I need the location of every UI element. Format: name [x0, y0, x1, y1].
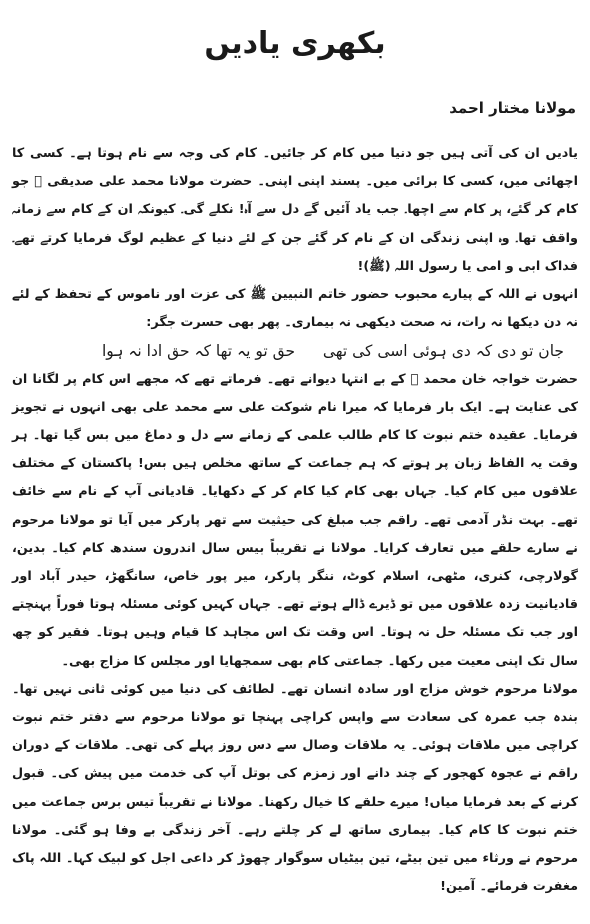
article-title: بکھری یادیں	[204, 26, 386, 61]
article-body	[12, 140, 578, 901]
verse-line-2: حق تو یہ تھا کہ حق ادا نہ ہوا	[102, 342, 296, 361]
verse-line-1: جان تو دی کہ دی ہوئی اسی کی تھی	[322, 342, 564, 361]
paragraph-4: مولانا مرحوم خوش مزاج اور سادہ انسان تھے۔ لطائف کی دنیا میں کوئی ثانی نہیں تھا۔ بندہ جب عمرہ کی سعادت سے واپس کراچی پہنچا تو مولانا مرحوم سے دفتر ختم نبوت کراچی میں ملاقات ہوئی۔ یہ ملاقات وصال سے دس روز پہلے کی تھی۔ ملاقات کے دوران راقم نے عجوہ کھجور کے چند دانے اور زمزم کی بوتل آپ کی خدمت میں پیش کی۔ قبول کرنے کے بعد فرمایا میاں! میرے حلقے کا خیال رکھنا۔ مولانا نے تقریباً تیس برس جماعت میں ختم نبوت کا کام کیا۔ بیماری ساتھ لے کر چلتے رہے۔ آخر زندگی بے وفا ہو گئی۔ مولانا مرحوم نے ورثاء میں تین بیٹے، تین بیٹیاں سوگوار چھوڑ کر داعی اجل کو لبیک کہا۔ اللہ پاک مغفرت فرمائے۔ آمین!	[12, 681, 578, 895]
paragraph-3: حضرت خواجہ خان محمد ﷫ کے بے انتہا دیوانے تھے۔ فرماتے تھے کہ مجھے اس کام پر لگانا ان کی عنایت ہے۔ ایک بار فرمایا کہ میرا نام شوکت علی سے محمد علی بھی انہوں نے تجویز فرمایا۔ عقیدہ ختم نبوت کا کام طالب علمی کے زمانے سے دل و دماغ میں بس گیا تھا۔ ہر وقت یہ الفاظ زبان پر ہوتے کہ ہم جماعت کے ساتھ مخلص ہیں بس! پاکستان کے مختلف علاقوں میں کام کیا۔ جہاں بھی کام کیا کام کر کے دکھایا۔ قادیانی آپ کے نام سے خائف تھے۔ بہت نڈر آدمی تھے۔ راقم جب مبلغ کی حیثیت سے تھر پارکر میں آیا تو مولانا مرحوم نے سارے حلقے میں تعارف کرایا۔ مولانا نے تقریباً بیس سال اندرون سندھ کام کیا۔ بدین، گولارچی، کنری، مٹھی، اسلام کوٹ، ننگر پارکر، میر پور خاص، سانگھڑ، حیدر آباد اور قادیانیت زدہ علاقوں میں تو ڈیرے ڈالے ہوتے تھے۔ جہاں کہیں کوئی مسئلہ ہوتا فوراً پہنچتے اور جب تک مسئلہ حل نہ ہوتا۔ اس وقت تک اس مجاہد کا قیام وہیں ہوتا۔ فقیر کو چھ سال تک اپنی معیت میں رکھا۔ جماعتی کام بھی سمجھایا اور مجلس کا مزاج بھی۔	[12, 371, 578, 669]
paragraph-2: انہوں نے اللہ کے پیارے محبوب حضور خاتم النبیین ﷺ کی عزت اور ناموس کے تحفظ کے لئے نہ دن دیکھا نہ رات، نہ صحت دیکھی نہ بیماری۔ پھر بھی حسرت جگر:	[12, 287, 578, 331]
poetry-couplet	[12, 337, 578, 365]
author-name: مولانا مختار احمد	[449, 99, 576, 117]
paragraph-1: یادیں ان کی آتی ہیں جو دنیا میں کام کر جائیں۔ کام کی وجہ سے نام ہوتا ہے۔ کسی کا اچھائی میں، کسی کا برائی میں۔ پسند اپنی اپنی۔ حضرت مولانا محمد علی صدیقی ﷫ جو کام کر گئے، ہر کام سے اچھا۔ جب یاد آئیں گے دل سے آہ! نکلے گی۔ کیونکہ ان کے کام سے زمانہ واقف تھا۔ وہ اپنی زندگی ان کے نام کر گئے جن کے لئے دنیا کے عظیم لوگ فرمایا کرتے تھے۔ فداک ابی و امی یا رسول اللہ (ﷺ)!	[12, 146, 578, 274]
